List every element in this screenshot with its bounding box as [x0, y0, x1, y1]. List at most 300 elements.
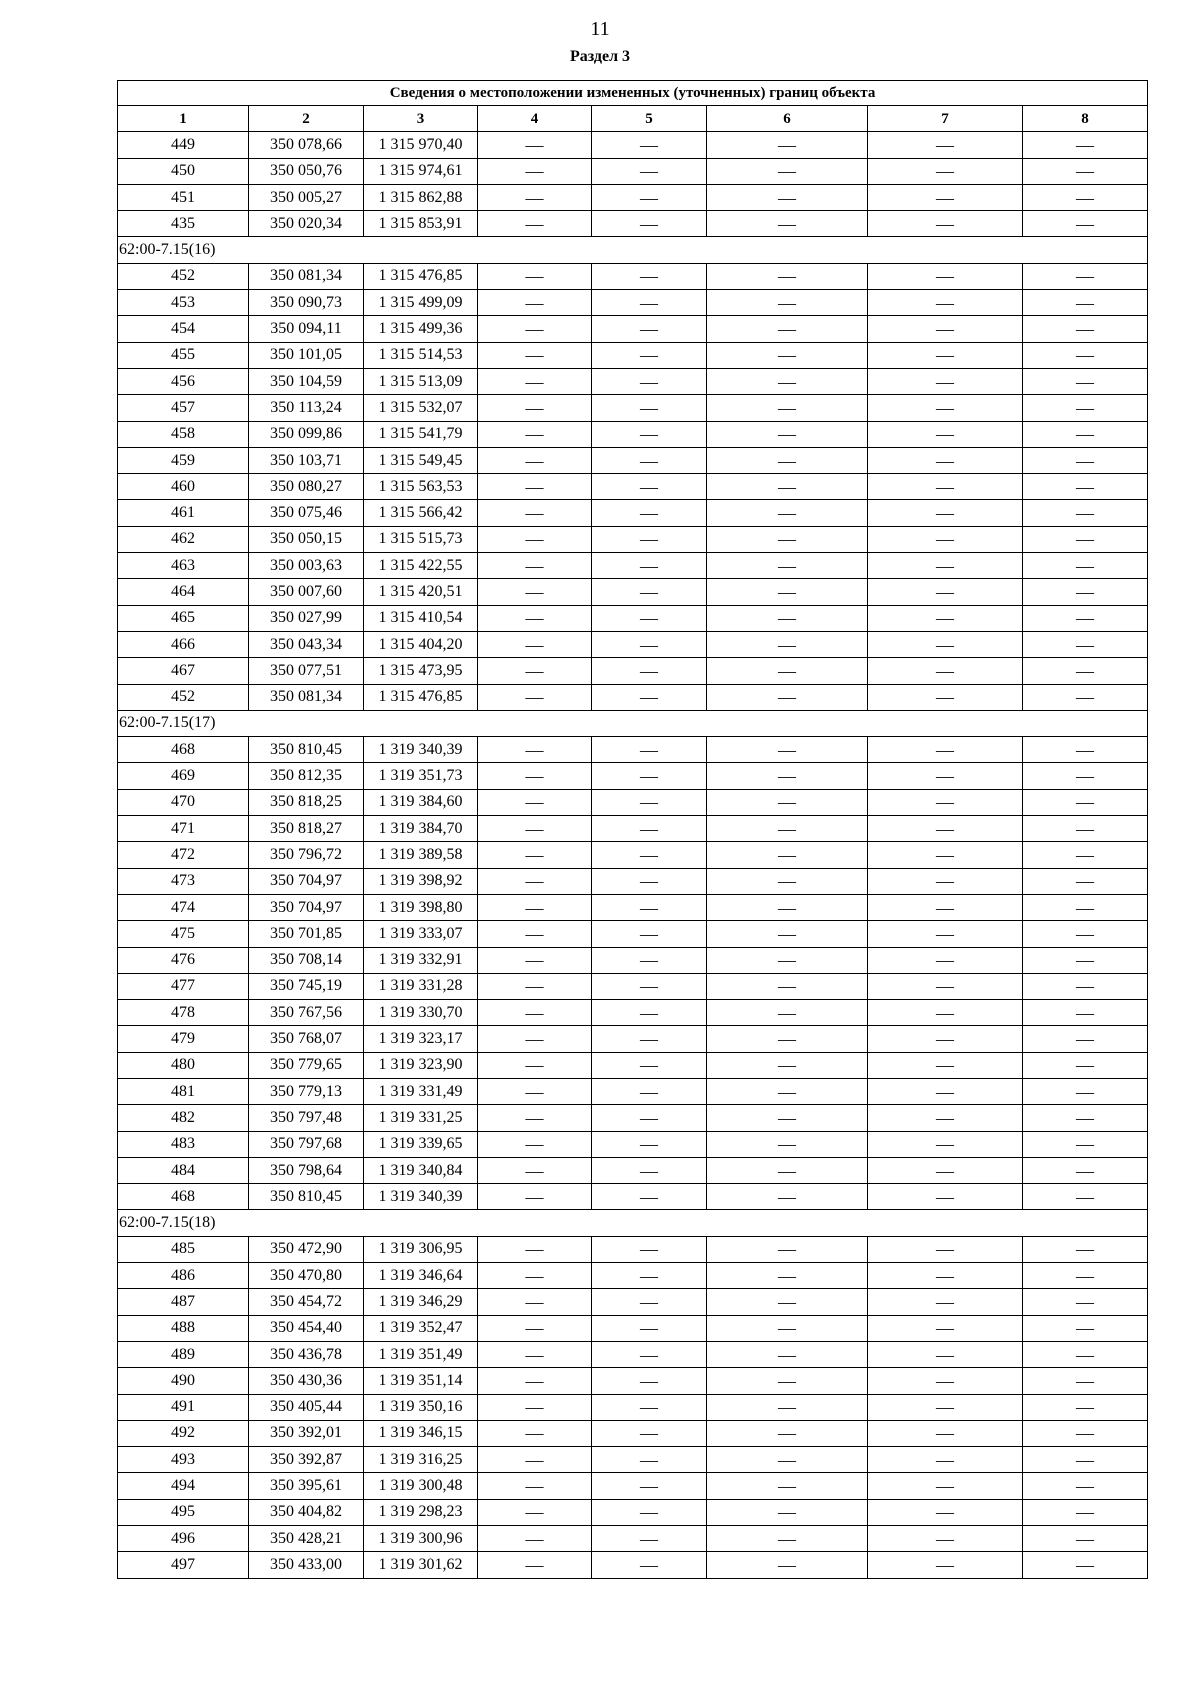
- table-row: [118, 184, 1148, 210]
- group-row: [118, 710, 1148, 736]
- table-row: [118, 342, 1148, 368]
- table-row: [118, 763, 1148, 789]
- y-coordinate-cell: 1 319 346,64: [364, 1263, 478, 1289]
- dash-cell: —: [1023, 894, 1148, 920]
- column-header: 2: [249, 106, 364, 132]
- point-number-cell: 494: [118, 1473, 249, 1499]
- point-number-cell: 468: [118, 737, 249, 763]
- point-number-cell: 472: [118, 842, 249, 868]
- dash-cell: —: [1023, 842, 1148, 868]
- dash-cell: —: [592, 868, 707, 894]
- x-coordinate-cell: 350 779,13: [249, 1078, 364, 1104]
- dash-cell: —: [478, 1184, 592, 1210]
- dash-cell: —: [1023, 658, 1148, 684]
- dash-cell: —: [592, 684, 707, 710]
- x-coordinate-cell: 350 810,45: [249, 1184, 364, 1210]
- y-coordinate-cell: 1 319 332,91: [364, 947, 478, 973]
- table-row: [118, 263, 1148, 289]
- dash-cell: —: [707, 158, 868, 184]
- dash-cell: —: [1023, 816, 1148, 842]
- dash-cell: —: [1023, 1000, 1148, 1026]
- dash-cell: —: [478, 1394, 592, 1420]
- y-coordinate-cell: 1 315 422,55: [364, 553, 478, 579]
- y-coordinate-cell: 1 319 346,29: [364, 1289, 478, 1315]
- table-row: [118, 1078, 1148, 1104]
- dash-cell: —: [478, 526, 592, 552]
- dash-cell: —: [592, 342, 707, 368]
- dash-cell: —: [707, 1420, 868, 1446]
- y-coordinate-cell: 1 315 541,79: [364, 421, 478, 447]
- point-number-cell: 479: [118, 1026, 249, 1052]
- dash-cell: —: [707, 973, 868, 999]
- dash-cell: —: [707, 526, 868, 552]
- dash-cell: —: [1023, 1420, 1148, 1446]
- point-number-cell: 454: [118, 316, 249, 342]
- dash-cell: —: [592, 1394, 707, 1420]
- x-coordinate-cell: 350 779,65: [249, 1052, 364, 1078]
- dash-cell: —: [707, 1341, 868, 1367]
- dash-cell: —: [592, 921, 707, 947]
- table-row: [118, 290, 1148, 316]
- y-coordinate-cell: 1 319 330,70: [364, 1000, 478, 1026]
- dash-cell: —: [1023, 631, 1148, 657]
- group-row: [118, 1210, 1148, 1236]
- dash-cell: —: [707, 1184, 868, 1210]
- group-row: [118, 237, 1148, 263]
- x-coordinate-cell: 350 797,68: [249, 1131, 364, 1157]
- dash-cell: —: [1023, 1157, 1148, 1183]
- point-number-cell: 468: [118, 1184, 249, 1210]
- x-coordinate-cell: 350 454,40: [249, 1315, 364, 1341]
- dash-cell: —: [707, 1315, 868, 1341]
- y-coordinate-cell: 1 315 563,53: [364, 474, 478, 500]
- y-coordinate-cell: 1 319 300,48: [364, 1473, 478, 1499]
- dash-cell: —: [1023, 1447, 1148, 1473]
- dash-cell: —: [1023, 684, 1148, 710]
- dash-cell: —: [868, 526, 1023, 552]
- x-coordinate-cell: 350 395,61: [249, 1473, 364, 1499]
- dash-cell: —: [707, 368, 868, 394]
- point-number-cell: 485: [118, 1236, 249, 1262]
- dash-cell: —: [478, 1131, 592, 1157]
- x-coordinate-cell: 350 081,34: [249, 263, 364, 289]
- x-coordinate-cell: 350 027,99: [249, 605, 364, 631]
- point-number-cell: 458: [118, 421, 249, 447]
- y-coordinate-cell: 1 319 333,07: [364, 921, 478, 947]
- dash-cell: —: [592, 1341, 707, 1367]
- dash-cell: —: [1023, 1552, 1148, 1578]
- y-coordinate-cell: 1 319 389,58: [364, 842, 478, 868]
- x-coordinate-cell: 350 810,45: [249, 737, 364, 763]
- dash-cell: —: [478, 553, 592, 579]
- dash-cell: —: [478, 1263, 592, 1289]
- dash-cell: —: [592, 316, 707, 342]
- y-coordinate-cell: 1 319 300,96: [364, 1526, 478, 1552]
- x-coordinate-cell: 350 077,51: [249, 658, 364, 684]
- dash-cell: —: [707, 447, 868, 473]
- dash-cell: —: [868, 921, 1023, 947]
- dash-cell: —: [478, 1447, 592, 1473]
- y-coordinate-cell: 1 315 499,09: [364, 290, 478, 316]
- dash-cell: —: [1023, 184, 1148, 210]
- table-row: [118, 1526, 1148, 1552]
- dash-cell: —: [868, 1000, 1023, 1026]
- x-coordinate-cell: 350 818,27: [249, 816, 364, 842]
- dash-cell: —: [478, 1052, 592, 1078]
- dash-cell: —: [868, 631, 1023, 657]
- dash-cell: —: [1023, 973, 1148, 999]
- y-coordinate-cell: 1 319 306,95: [364, 1236, 478, 1262]
- point-number-cell: 489: [118, 1341, 249, 1367]
- dash-cell: —: [868, 1394, 1023, 1420]
- dash-cell: —: [1023, 1368, 1148, 1394]
- dash-cell: —: [868, 1184, 1023, 1210]
- dash-cell: —: [868, 263, 1023, 289]
- table-row: [118, 1289, 1148, 1315]
- dash-cell: —: [868, 763, 1023, 789]
- dash-cell: —: [707, 1157, 868, 1183]
- dash-cell: —: [868, 737, 1023, 763]
- point-number-cell: 477: [118, 973, 249, 999]
- x-coordinate-cell: 350 798,64: [249, 1157, 364, 1183]
- column-header: 4: [478, 106, 592, 132]
- dash-cell: —: [478, 1499, 592, 1525]
- dash-cell: —: [707, 1368, 868, 1394]
- column-header: 1: [118, 106, 249, 132]
- point-number-cell: 461: [118, 500, 249, 526]
- x-coordinate-cell: 350 094,11: [249, 316, 364, 342]
- dash-cell: —: [1023, 605, 1148, 631]
- dash-cell: —: [592, 605, 707, 631]
- table-row: [118, 316, 1148, 342]
- dash-cell: —: [478, 132, 592, 158]
- dash-cell: —: [592, 526, 707, 552]
- point-number-cell: 455: [118, 342, 249, 368]
- dash-cell: —: [707, 1000, 868, 1026]
- dash-cell: —: [478, 290, 592, 316]
- dash-cell: —: [592, 132, 707, 158]
- dash-cell: —: [478, 158, 592, 184]
- dash-cell: —: [707, 921, 868, 947]
- point-number-cell: 450: [118, 158, 249, 184]
- dash-cell: —: [592, 395, 707, 421]
- point-number-cell: 470: [118, 789, 249, 815]
- y-coordinate-cell: 1 315 532,07: [364, 395, 478, 421]
- point-number-cell: 452: [118, 263, 249, 289]
- point-number-cell: 464: [118, 579, 249, 605]
- dash-cell: —: [1023, 1052, 1148, 1078]
- point-number-cell: 451: [118, 184, 249, 210]
- dash-cell: —: [707, 211, 868, 237]
- y-coordinate-cell: 1 319 398,80: [364, 894, 478, 920]
- dash-cell: —: [1023, 947, 1148, 973]
- dash-cell: —: [707, 263, 868, 289]
- dash-cell: —: [478, 1000, 592, 1026]
- dash-cell: —: [707, 1105, 868, 1131]
- table-row: [118, 1026, 1148, 1052]
- dash-cell: —: [1023, 1105, 1148, 1131]
- point-number-cell: 466: [118, 631, 249, 657]
- table-row: [118, 816, 1148, 842]
- dash-cell: —: [1023, 211, 1148, 237]
- point-number-cell: 457: [118, 395, 249, 421]
- dash-cell: —: [478, 816, 592, 842]
- column-header: 6: [707, 106, 868, 132]
- dash-cell: —: [868, 947, 1023, 973]
- dash-cell: —: [478, 1157, 592, 1183]
- point-number-cell: 459: [118, 447, 249, 473]
- dash-cell: —: [592, 1078, 707, 1104]
- point-number-cell: 495: [118, 1499, 249, 1525]
- dash-cell: —: [592, 500, 707, 526]
- dash-cell: —: [1023, 500, 1148, 526]
- table-row: [118, 1157, 1148, 1183]
- dash-cell: —: [868, 184, 1023, 210]
- point-number-cell: 488: [118, 1315, 249, 1341]
- boundary-coordinates-table: [117, 80, 1148, 1579]
- table-row: [118, 1499, 1148, 1525]
- dash-cell: —: [592, 263, 707, 289]
- dash-cell: —: [707, 605, 868, 631]
- dash-cell: —: [478, 684, 592, 710]
- dash-cell: —: [868, 1473, 1023, 1499]
- y-coordinate-cell: 1 315 549,45: [364, 447, 478, 473]
- table-row: [118, 158, 1148, 184]
- dash-cell: —: [707, 1131, 868, 1157]
- dash-cell: —: [592, 789, 707, 815]
- table-row: [118, 1447, 1148, 1473]
- dash-cell: —: [478, 1473, 592, 1499]
- dash-cell: —: [868, 579, 1023, 605]
- dash-cell: —: [868, 1341, 1023, 1367]
- table-row: [118, 658, 1148, 684]
- dash-cell: —: [1023, 1236, 1148, 1262]
- y-coordinate-cell: 1 319 340,39: [364, 737, 478, 763]
- x-coordinate-cell: 350 704,97: [249, 868, 364, 894]
- table-row: [118, 579, 1148, 605]
- dash-cell: —: [868, 1131, 1023, 1157]
- dash-cell: —: [478, 395, 592, 421]
- dash-cell: —: [868, 132, 1023, 158]
- x-coordinate-cell: 350 818,25: [249, 789, 364, 815]
- x-coordinate-cell: 350 768,07: [249, 1026, 364, 1052]
- dash-cell: —: [478, 1315, 592, 1341]
- dash-cell: —: [707, 947, 868, 973]
- dash-cell: —: [868, 1499, 1023, 1525]
- dash-cell: —: [478, 211, 592, 237]
- dash-cell: —: [592, 1105, 707, 1131]
- table-row: [118, 1000, 1148, 1026]
- table-row: [118, 368, 1148, 394]
- dash-cell: —: [592, 973, 707, 999]
- dash-cell: —: [478, 973, 592, 999]
- dash-cell: —: [1023, 316, 1148, 342]
- dash-cell: —: [868, 1368, 1023, 1394]
- column-header: 5: [592, 106, 707, 132]
- dash-cell: —: [868, 1052, 1023, 1078]
- dash-cell: —: [707, 737, 868, 763]
- x-coordinate-cell: 350 078,66: [249, 132, 364, 158]
- dash-cell: —: [707, 1447, 868, 1473]
- dash-cell: —: [592, 421, 707, 447]
- dash-cell: —: [1023, 1473, 1148, 1499]
- dash-cell: —: [592, 737, 707, 763]
- dash-cell: —: [478, 1105, 592, 1131]
- dash-cell: —: [1023, 526, 1148, 552]
- point-number-cell: 473: [118, 868, 249, 894]
- column-header: 8: [1023, 106, 1148, 132]
- dash-cell: —: [868, 1157, 1023, 1183]
- x-coordinate-cell: 350 405,44: [249, 1394, 364, 1420]
- dash-cell: —: [478, 842, 592, 868]
- dash-cell: —: [592, 1368, 707, 1394]
- dash-cell: —: [868, 894, 1023, 920]
- dash-cell: —: [478, 1420, 592, 1446]
- dash-cell: —: [707, 421, 868, 447]
- dash-cell: —: [478, 1341, 592, 1367]
- point-number-cell: 481: [118, 1078, 249, 1104]
- dash-cell: —: [592, 1131, 707, 1157]
- dash-cell: —: [1023, 1131, 1148, 1157]
- dash-cell: —: [868, 868, 1023, 894]
- y-coordinate-cell: 1 315 476,85: [364, 263, 478, 289]
- dash-cell: —: [478, 316, 592, 342]
- dash-cell: —: [868, 1526, 1023, 1552]
- dash-cell: —: [868, 447, 1023, 473]
- column-header: 7: [868, 106, 1023, 132]
- dash-cell: —: [868, 816, 1023, 842]
- y-coordinate-cell: 1 315 499,36: [364, 316, 478, 342]
- table-row: [118, 1105, 1148, 1131]
- table-row: [118, 500, 1148, 526]
- x-coordinate-cell: 350 708,14: [249, 947, 364, 973]
- dash-cell: —: [707, 1026, 868, 1052]
- dash-cell: —: [478, 1289, 592, 1315]
- y-coordinate-cell: 1 315 410,54: [364, 605, 478, 631]
- x-coordinate-cell: 350 005,27: [249, 184, 364, 210]
- dash-cell: —: [592, 1052, 707, 1078]
- table-caption-row: [118, 81, 1148, 106]
- dash-cell: —: [1023, 132, 1148, 158]
- section-label: Раздел 3: [569, 48, 631, 65]
- dash-cell: —: [707, 1473, 868, 1499]
- dash-cell: —: [707, 1263, 868, 1289]
- y-coordinate-cell: 1 319 351,49: [364, 1341, 478, 1367]
- dash-cell: —: [1023, 1184, 1148, 1210]
- dash-cell: —: [592, 1315, 707, 1341]
- point-number-cell: 496: [118, 1526, 249, 1552]
- dash-cell: —: [478, 789, 592, 815]
- point-number-cell: 480: [118, 1052, 249, 1078]
- dash-cell: —: [868, 474, 1023, 500]
- dash-cell: —: [1023, 789, 1148, 815]
- y-coordinate-cell: 1 319 323,90: [364, 1052, 478, 1078]
- x-coordinate-cell: 350 113,24: [249, 395, 364, 421]
- dash-cell: —: [478, 1026, 592, 1052]
- table-row: [118, 631, 1148, 657]
- table-header-row: [118, 106, 1148, 132]
- dash-cell: —: [707, 789, 868, 815]
- x-coordinate-cell: 350 104,59: [249, 368, 364, 394]
- table-row: [118, 474, 1148, 500]
- dash-cell: —: [592, 1263, 707, 1289]
- x-coordinate-cell: 350 745,19: [249, 973, 364, 999]
- dash-cell: —: [478, 894, 592, 920]
- dash-cell: —: [478, 1526, 592, 1552]
- dash-cell: —: [868, 553, 1023, 579]
- dash-cell: —: [707, 1289, 868, 1315]
- dash-cell: —: [1023, 474, 1148, 500]
- dash-cell: —: [868, 684, 1023, 710]
- dash-cell: —: [1023, 1526, 1148, 1552]
- point-number-cell: 465: [118, 605, 249, 631]
- dash-cell: —: [868, 605, 1023, 631]
- table-row: [118, 789, 1148, 815]
- dash-cell: —: [1023, 447, 1148, 473]
- dash-cell: —: [707, 1394, 868, 1420]
- dash-cell: —: [478, 368, 592, 394]
- y-coordinate-cell: 1 319 298,23: [364, 1499, 478, 1525]
- dash-cell: —: [592, 158, 707, 184]
- dash-cell: —: [707, 395, 868, 421]
- x-coordinate-cell: 350 080,27: [249, 474, 364, 500]
- table-row: [118, 1420, 1148, 1446]
- dash-cell: —: [1023, 368, 1148, 394]
- table-row: [118, 868, 1148, 894]
- dash-cell: —: [868, 1552, 1023, 1578]
- dash-cell: —: [707, 184, 868, 210]
- dash-cell: —: [707, 342, 868, 368]
- table-row: [118, 1473, 1148, 1499]
- table-row: [118, 921, 1148, 947]
- dash-cell: —: [707, 553, 868, 579]
- dash-cell: —: [1023, 553, 1148, 579]
- dash-cell: —: [478, 474, 592, 500]
- point-number-cell: 475: [118, 921, 249, 947]
- point-number-cell: 482: [118, 1105, 249, 1131]
- dash-cell: —: [868, 1026, 1023, 1052]
- dash-cell: —: [1023, 263, 1148, 289]
- y-coordinate-cell: 1 319 340,39: [364, 1184, 478, 1210]
- table-row: [118, 684, 1148, 710]
- dash-cell: —: [478, 1078, 592, 1104]
- dash-cell: —: [868, 842, 1023, 868]
- dash-cell: —: [592, 763, 707, 789]
- dash-cell: —: [592, 1157, 707, 1183]
- point-number-cell: 487: [118, 1289, 249, 1315]
- dash-cell: —: [707, 500, 868, 526]
- x-coordinate-cell: 350 433,00: [249, 1552, 364, 1578]
- point-number-cell: 460: [118, 474, 249, 500]
- dash-cell: —: [868, 1420, 1023, 1446]
- x-coordinate-cell: 350 436,78: [249, 1341, 364, 1367]
- dash-cell: —: [707, 1236, 868, 1262]
- dash-cell: —: [868, 1315, 1023, 1341]
- dash-cell: —: [1023, 395, 1148, 421]
- dash-cell: —: [478, 342, 592, 368]
- point-number-cell: 486: [118, 1263, 249, 1289]
- x-coordinate-cell: 350 812,35: [249, 763, 364, 789]
- dash-cell: —: [707, 631, 868, 657]
- dash-cell: —: [707, 684, 868, 710]
- dash-cell: —: [868, 1105, 1023, 1131]
- dash-cell: —: [1023, 1289, 1148, 1315]
- table-row: [118, 894, 1148, 920]
- y-coordinate-cell: 1 319 398,92: [364, 868, 478, 894]
- dash-cell: —: [707, 1052, 868, 1078]
- table-row: [118, 526, 1148, 552]
- table-row: [118, 1263, 1148, 1289]
